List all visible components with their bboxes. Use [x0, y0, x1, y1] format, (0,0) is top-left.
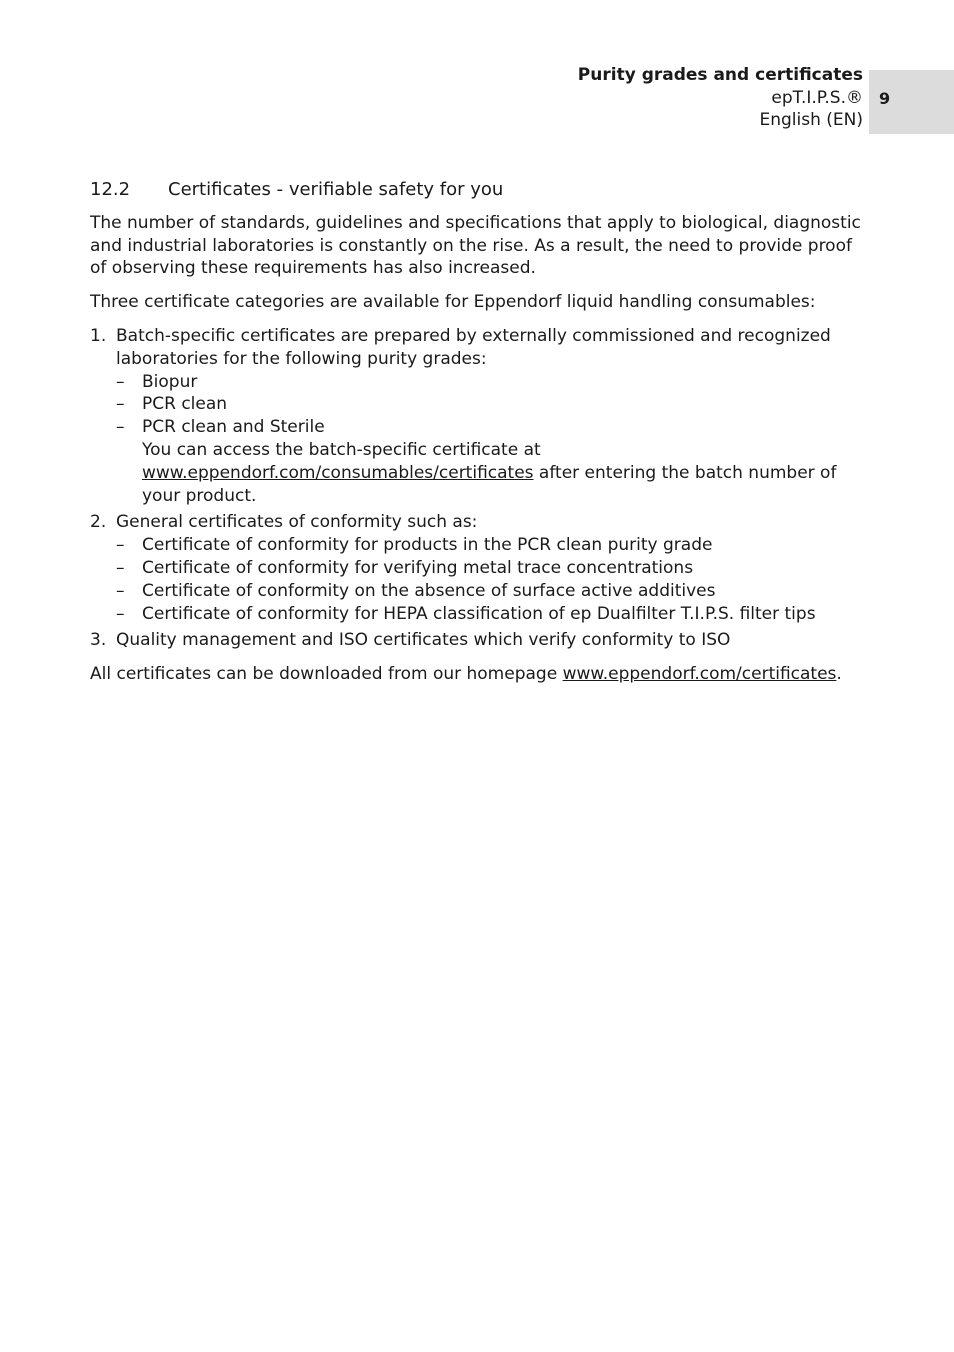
sub-list-item-text: PCR clean and Sterile	[142, 417, 325, 438]
download-text: .	[836, 664, 842, 685]
certificate-categories-list	[90, 325, 870, 652]
sub-list-item	[116, 580, 870, 603]
intro-paragraph: The number of standards, guidelines and specifications that apply to biological, diagnostic and industrial laboratories is constantly on the rise. As a result, the need to provide proof of observing these requirements has also increased.	[90, 212, 861, 279]
download-text: All certificates can be downloaded from our homepage	[90, 664, 563, 685]
dash-marker: –	[116, 535, 125, 556]
list-item-text: General certificates of conformity such as:	[116, 512, 478, 533]
list-item	[90, 511, 870, 625]
batch-certificate-link[interactable]: www.eppendorf.com/consumables/certificates	[142, 462, 534, 483]
categories-lead: Three certificate categories are available for Eppendorf liquid handling consumables:	[90, 292, 816, 313]
header-language: English (EN)	[759, 110, 863, 130]
sub-list-item	[116, 393, 870, 416]
page-content	[90, 179, 870, 697]
sub-list	[116, 534, 870, 625]
sub-list-item-text: Certificate of conformity on the absence of surface active additives	[142, 580, 716, 601]
dash-marker: –	[116, 394, 125, 415]
header-product: epT.I.P.S.®	[771, 87, 863, 108]
sub-list-item	[116, 534, 870, 557]
section-heading	[90, 179, 870, 202]
sub-list-item-text: Biopur	[142, 371, 198, 392]
page-number: 9	[879, 89, 891, 108]
dash-marker: –	[116, 603, 125, 624]
sub-list-item	[116, 371, 870, 394]
running-header	[578, 64, 863, 132]
sub-list-item-text: Certificate of conformity for products in the PCR clean purity grade	[142, 535, 713, 556]
list-item-text: Quality management and ISO certificates which verify conformity to ISO	[116, 630, 731, 651]
list-item	[90, 629, 870, 652]
list-item-text: Batch-specific certificates are prepared by externally commissioned and recognized laboratories for the following purity grades:	[116, 325, 831, 369]
header-title: Purity grades and certificates	[577, 65, 863, 85]
dash-marker: –	[116, 371, 125, 392]
list-marker: 1.	[90, 325, 107, 346]
sub-list-item	[116, 603, 870, 626]
list-marker: 2.	[90, 512, 107, 533]
sub-list-item-text: Certificate of conformity for HEPA classification of ep Dualfilter T.I.P.S. filter tips	[142, 603, 816, 624]
dash-marker: –	[116, 417, 125, 438]
download-paragraph	[90, 663, 870, 686]
sub-list-item	[116, 557, 870, 580]
dash-marker: –	[116, 580, 125, 601]
sub-list-item-text: PCR clean	[142, 394, 228, 415]
dash-marker: –	[116, 557, 125, 578]
sub-list	[116, 371, 870, 439]
sub-list-item	[116, 416, 870, 439]
sub-list-item-text: Certificate of conformity for verifying metal trace concentrations	[142, 557, 694, 578]
list-marker: 3.	[90, 630, 107, 651]
section-number: 12.2	[90, 179, 131, 200]
batch-certificate-note	[116, 439, 870, 507]
certificates-homepage-link[interactable]: www.eppendorf.com/certificates	[562, 664, 837, 685]
list-item	[90, 325, 870, 507]
note-text: You can access the batch-specific certificate at	[142, 439, 541, 460]
note-text: after entering the batch number of your product.	[142, 462, 837, 506]
section-title: Certificates - verifiable safety for you	[168, 179, 504, 200]
page-number-tab	[869, 70, 954, 134]
